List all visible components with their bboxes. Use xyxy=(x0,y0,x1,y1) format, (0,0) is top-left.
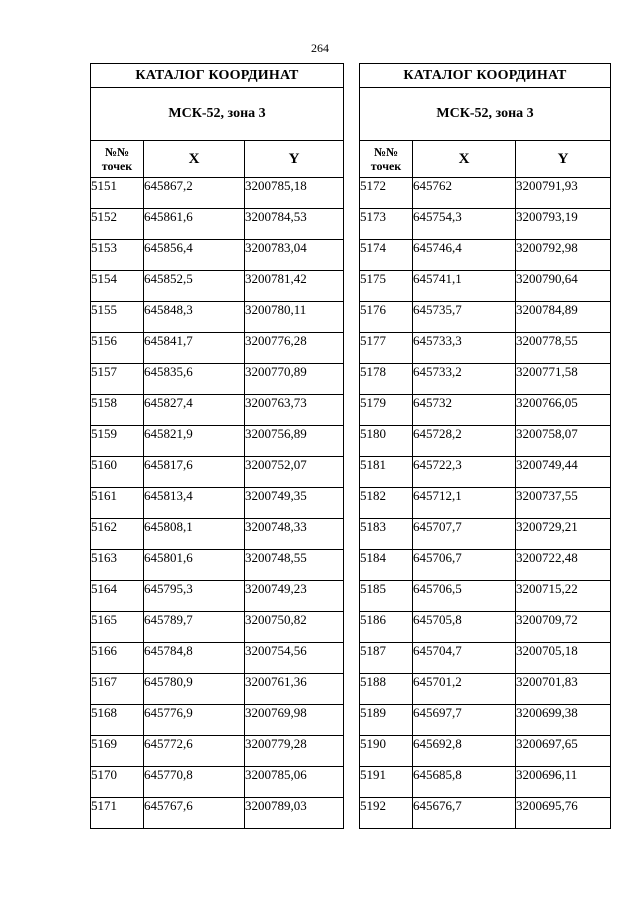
point-number-cell: 5191 xyxy=(360,767,413,798)
table-row xyxy=(91,178,344,209)
x-coordinate-cell: 645722,3 xyxy=(413,457,516,488)
x-coordinate-cell: 645801,6 xyxy=(144,550,245,581)
point-number-cell: 5186 xyxy=(360,612,413,643)
point-number-cell: 5163 xyxy=(91,550,144,581)
y-coordinate-cell: 3200781,42 xyxy=(245,271,344,302)
point-number-cell: 5155 xyxy=(91,302,144,333)
point-number-cell: 5179 xyxy=(360,395,413,426)
x-coordinate-cell: 645813,4 xyxy=(144,488,245,519)
x-coordinate-cell: 645852,5 xyxy=(144,271,245,302)
x-coordinate-cell: 645795,3 xyxy=(144,581,245,612)
y-coordinate-cell: 3200749,23 xyxy=(245,581,344,612)
x-coordinate-cell: 645728,2 xyxy=(413,426,516,457)
y-coordinate-cell: 3200784,53 xyxy=(245,209,344,240)
table-row xyxy=(360,364,611,395)
x-coordinate-cell: 645841,7 xyxy=(144,333,245,364)
coordinate-catalog-left xyxy=(90,63,344,829)
x-coordinate-cell: 645827,4 xyxy=(144,395,245,426)
x-coordinate-cell: 645767,6 xyxy=(144,798,245,829)
point-number-cell: 5153 xyxy=(91,240,144,271)
y-coordinate-cell: 3200780,11 xyxy=(245,302,344,333)
x-coordinate-cell: 645733,2 xyxy=(413,364,516,395)
point-number-cell: 5187 xyxy=(360,643,413,674)
coordinate-catalog-right xyxy=(359,63,611,829)
x-coordinate-cell: 645706,5 xyxy=(413,581,516,612)
point-number-cell: 5183 xyxy=(360,519,413,550)
table-row xyxy=(91,674,344,705)
table-row xyxy=(360,426,611,457)
point-number-header: №№ точек xyxy=(360,141,413,178)
x-coordinate-cell: 645867,2 xyxy=(144,178,245,209)
point-number-cell: 5184 xyxy=(360,550,413,581)
y-coordinate-cell: 3200754,56 xyxy=(245,643,344,674)
table-row xyxy=(360,178,611,209)
table-row xyxy=(91,519,344,550)
x-coordinate-cell: 645701,2 xyxy=(413,674,516,705)
table-row xyxy=(360,643,611,674)
point-number-cell: 5182 xyxy=(360,488,413,519)
y-coordinate-cell: 3200771,58 xyxy=(516,364,611,395)
table-row xyxy=(360,612,611,643)
x-coordinate-cell: 645861,6 xyxy=(144,209,245,240)
y-coordinate-cell: 3200761,36 xyxy=(245,674,344,705)
y-coordinate-cell: 3200793,19 xyxy=(516,209,611,240)
y-coordinate-cell: 3200750,82 xyxy=(245,612,344,643)
x-coordinate-cell: 645732 xyxy=(413,395,516,426)
point-number-cell: 5162 xyxy=(91,519,144,550)
table-row xyxy=(360,333,611,364)
point-number-cell: 5166 xyxy=(91,643,144,674)
point-number-cell: 5169 xyxy=(91,736,144,767)
y-coordinate-cell: 3200789,03 xyxy=(245,798,344,829)
x-coordinate-cell: 645676,7 xyxy=(413,798,516,829)
point-number-cell: 5172 xyxy=(360,178,413,209)
table-row xyxy=(360,395,611,426)
table-row xyxy=(91,643,344,674)
table-row xyxy=(360,736,611,767)
table-row xyxy=(91,767,344,798)
point-number-cell: 5154 xyxy=(91,271,144,302)
x-coordinate-cell: 645772,6 xyxy=(144,736,245,767)
x-coordinate-cell: 645746,4 xyxy=(413,240,516,271)
table-row xyxy=(360,674,611,705)
table-row xyxy=(360,457,611,488)
x-coordinate-cell: 645762 xyxy=(413,178,516,209)
point-number-cell: 5175 xyxy=(360,271,413,302)
y-coordinate-cell: 3200749,35 xyxy=(245,488,344,519)
table-row xyxy=(91,550,344,581)
x-coordinate-cell: 645835,6 xyxy=(144,364,245,395)
table-row xyxy=(91,798,344,829)
x-coordinate-cell: 645706,7 xyxy=(413,550,516,581)
y-coordinate-cell: 3200749,44 xyxy=(516,457,611,488)
x-coordinate-cell: 645712,1 xyxy=(413,488,516,519)
table-row xyxy=(360,271,611,302)
table-row xyxy=(91,457,344,488)
point-number-cell: 5170 xyxy=(91,767,144,798)
table-row xyxy=(91,209,344,240)
table-row xyxy=(91,426,344,457)
y-coordinate-cell: 3200766,05 xyxy=(516,395,611,426)
y-coordinate-cell: 3200715,22 xyxy=(516,581,611,612)
point-number-cell: 5189 xyxy=(360,705,413,736)
point-number-cell: 5157 xyxy=(91,364,144,395)
table-row xyxy=(360,240,611,271)
y-coordinate-cell: 3200770,89 xyxy=(245,364,344,395)
y-coordinate-cell: 3200696,11 xyxy=(516,767,611,798)
point-number-cell: 5156 xyxy=(91,333,144,364)
point-number-cell: 5164 xyxy=(91,581,144,612)
y-coordinate-cell: 3200783,04 xyxy=(245,240,344,271)
y-coordinate-cell: 3200756,89 xyxy=(245,426,344,457)
table-row xyxy=(360,581,611,612)
table-row xyxy=(91,488,344,519)
x-coordinate-cell: 645685,8 xyxy=(413,767,516,798)
y-coordinate-cell: 3200763,73 xyxy=(245,395,344,426)
y-coordinate-cell: 3200790,64 xyxy=(516,271,611,302)
y-coordinate-cell: 3200748,55 xyxy=(245,550,344,581)
y-coordinate-cell: 3200784,89 xyxy=(516,302,611,333)
table-row xyxy=(91,581,344,612)
point-number-cell: 5168 xyxy=(91,705,144,736)
x-coordinate-cell: 645808,1 xyxy=(144,519,245,550)
table-row xyxy=(360,705,611,736)
y-coordinate-cell: 3200701,83 xyxy=(516,674,611,705)
coordinate-system-zone: МСК-52, зона 3 xyxy=(360,88,611,141)
y-coordinate-cell: 3200722,48 xyxy=(516,550,611,581)
table-row xyxy=(91,333,344,364)
y-coordinate-cell: 3200769,98 xyxy=(245,705,344,736)
point-number-cell: 5188 xyxy=(360,674,413,705)
point-number-cell: 5161 xyxy=(91,488,144,519)
y-coordinate-cell: 3200705,18 xyxy=(516,643,611,674)
table-row xyxy=(91,736,344,767)
catalog-title: КАТАЛОГ КООРДИНАТ xyxy=(91,64,344,88)
point-number-cell: 5159 xyxy=(91,426,144,457)
point-number-cell: 5160 xyxy=(91,457,144,488)
point-number-cell: 5185 xyxy=(360,581,413,612)
point-number-cell: 5180 xyxy=(360,426,413,457)
point-number-header: №№ точек xyxy=(91,141,144,178)
table-row xyxy=(91,271,344,302)
table-row xyxy=(91,612,344,643)
y-coordinate-cell: 3200791,93 xyxy=(516,178,611,209)
catalog-rows xyxy=(91,178,344,829)
x-coordinate-cell: 645741,1 xyxy=(413,271,516,302)
y-coordinate-cell: 3200778,55 xyxy=(516,333,611,364)
x-coordinate-cell: 645856,4 xyxy=(144,240,245,271)
y-coordinate-cell: 3200709,72 xyxy=(516,612,611,643)
table-row xyxy=(91,364,344,395)
y-coordinate-cell: 3200776,28 xyxy=(245,333,344,364)
y-coordinate-cell: 3200785,06 xyxy=(245,767,344,798)
coordinate-system-zone: МСК-52, зона 3 xyxy=(91,88,344,141)
x-coordinate-cell: 645705,8 xyxy=(413,612,516,643)
y-coordinate-cell: 3200737,55 xyxy=(516,488,611,519)
x-column-header: X xyxy=(413,141,516,178)
x-coordinate-cell: 645704,7 xyxy=(413,643,516,674)
catalog-title: КАТАЛОГ КООРДИНАТ xyxy=(360,64,611,88)
y-coordinate-cell: 3200729,21 xyxy=(516,519,611,550)
y-coordinate-cell: 3200699,38 xyxy=(516,705,611,736)
y-coordinate-cell: 3200779,28 xyxy=(245,736,344,767)
table-row xyxy=(360,488,611,519)
point-number-cell: 5190 xyxy=(360,736,413,767)
table-row xyxy=(360,798,611,829)
y-coordinate-cell: 3200792,98 xyxy=(516,240,611,271)
x-coordinate-cell: 645692,8 xyxy=(413,736,516,767)
point-number-cell: 5192 xyxy=(360,798,413,829)
x-coordinate-cell: 645733,3 xyxy=(413,333,516,364)
point-number-cell: 5174 xyxy=(360,240,413,271)
x-column-header: X xyxy=(144,141,245,178)
page-number: 264 xyxy=(311,41,329,55)
y-column-header: Y xyxy=(516,141,611,178)
point-number-cell: 5176 xyxy=(360,302,413,333)
x-coordinate-cell: 645735,7 xyxy=(413,302,516,333)
table-row xyxy=(360,767,611,798)
y-coordinate-cell: 3200752,07 xyxy=(245,457,344,488)
point-number-cell: 5178 xyxy=(360,364,413,395)
point-number-cell: 5177 xyxy=(360,333,413,364)
point-number-cell: 5165 xyxy=(91,612,144,643)
point-number-cell: 5167 xyxy=(91,674,144,705)
point-number-cell: 5151 xyxy=(91,178,144,209)
table-row xyxy=(360,209,611,240)
y-coordinate-cell: 3200758,07 xyxy=(516,426,611,457)
x-coordinate-cell: 645770,8 xyxy=(144,767,245,798)
point-number-cell: 5158 xyxy=(91,395,144,426)
x-coordinate-cell: 645821,9 xyxy=(144,426,245,457)
x-coordinate-cell: 645784,8 xyxy=(144,643,245,674)
x-coordinate-cell: 645697,7 xyxy=(413,705,516,736)
x-coordinate-cell: 645789,7 xyxy=(144,612,245,643)
catalog-rows xyxy=(360,178,611,829)
table-row xyxy=(360,519,611,550)
x-coordinate-cell: 645776,9 xyxy=(144,705,245,736)
table-row xyxy=(91,395,344,426)
y-coordinate-cell: 3200785,18 xyxy=(245,178,344,209)
table-row xyxy=(91,240,344,271)
x-coordinate-cell: 645848,3 xyxy=(144,302,245,333)
point-number-cell: 5171 xyxy=(91,798,144,829)
point-number-cell: 5152 xyxy=(91,209,144,240)
point-number-cell: 5173 xyxy=(360,209,413,240)
table-row xyxy=(360,302,611,333)
y-column-header: Y xyxy=(245,141,344,178)
y-coordinate-cell: 3200695,76 xyxy=(516,798,611,829)
y-coordinate-cell: 3200748,33 xyxy=(245,519,344,550)
y-coordinate-cell: 3200697,65 xyxy=(516,736,611,767)
x-coordinate-cell: 645780,9 xyxy=(144,674,245,705)
table-row xyxy=(360,550,611,581)
x-coordinate-cell: 645707,7 xyxy=(413,519,516,550)
point-number-cell: 5181 xyxy=(360,457,413,488)
table-row xyxy=(91,302,344,333)
x-coordinate-cell: 645817,6 xyxy=(144,457,245,488)
x-coordinate-cell: 645754,3 xyxy=(413,209,516,240)
table-row xyxy=(91,705,344,736)
